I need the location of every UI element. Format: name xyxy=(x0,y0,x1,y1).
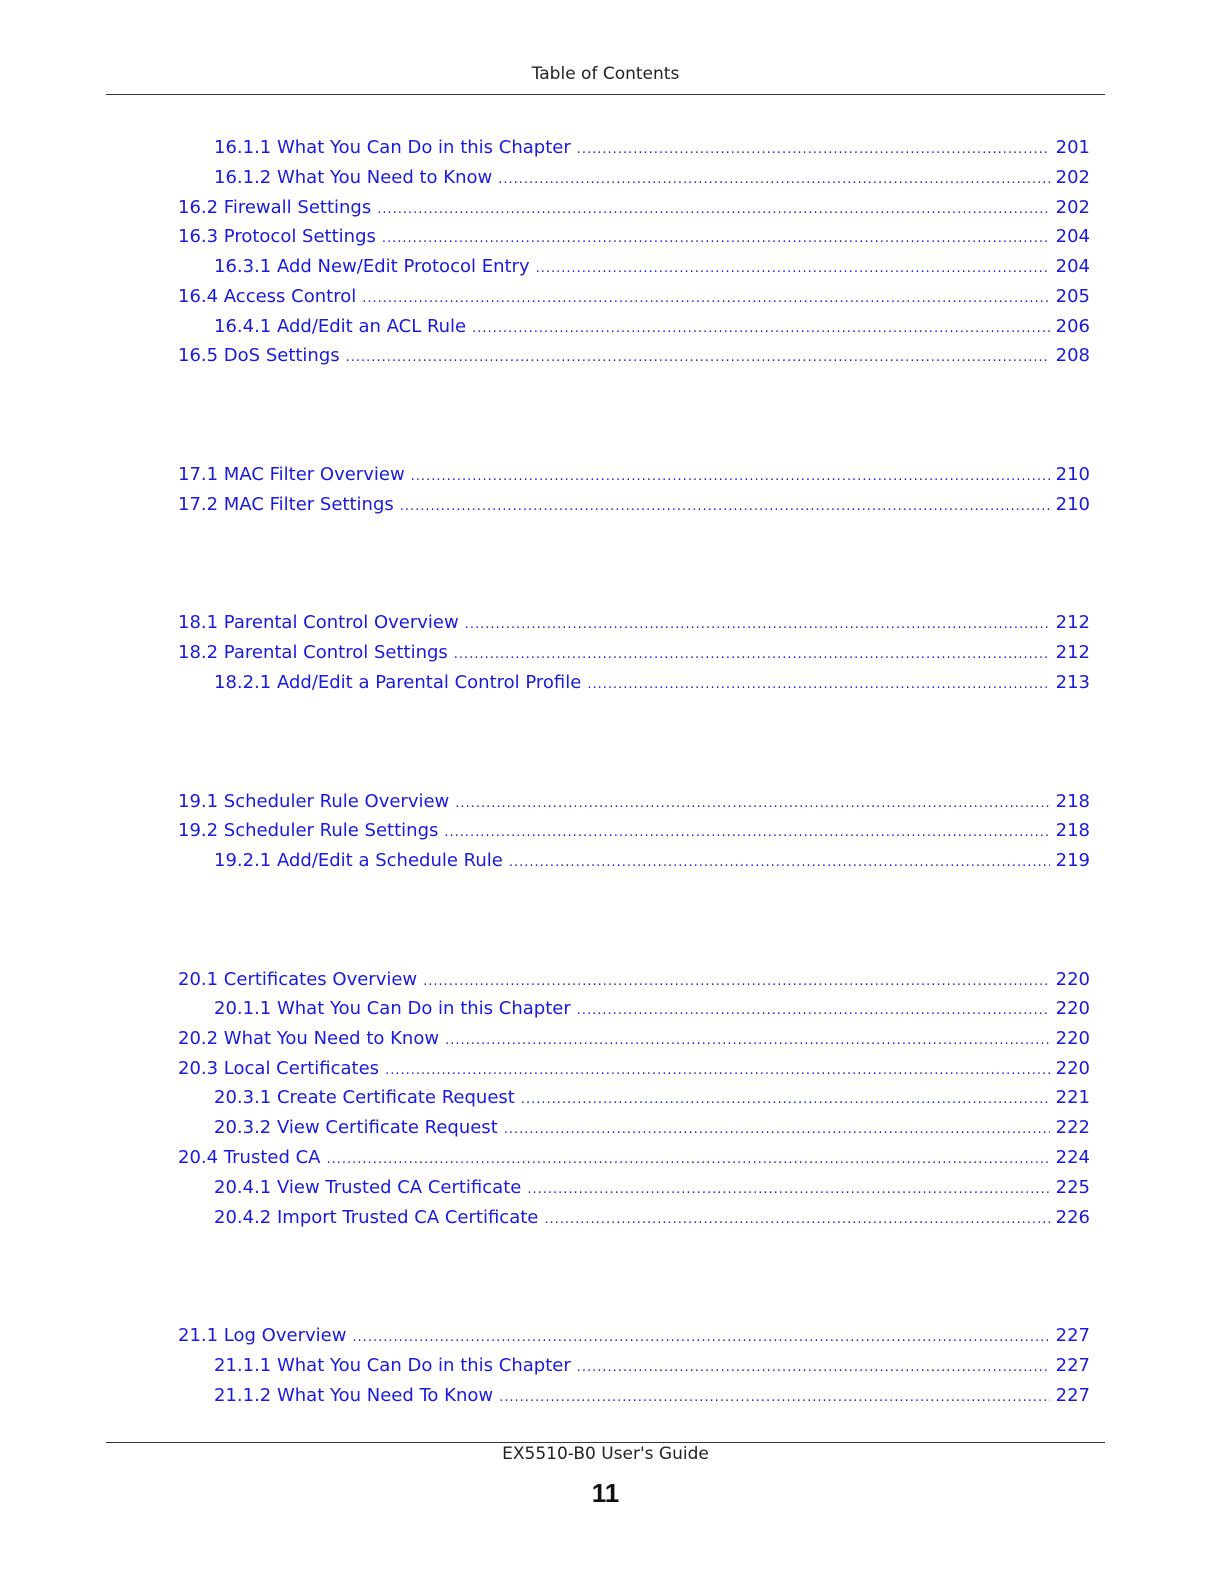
toc-entry-page: 222 xyxy=(1055,1117,1090,1138)
toc-entry[interactable] xyxy=(214,1115,1090,1141)
toc-entry-label: 19.2 Scheduler Rule Settings xyxy=(178,820,439,841)
toc-entry[interactable] xyxy=(214,1175,1090,1201)
toc-entry-label: 20.2 What You Need to Know xyxy=(178,1028,440,1049)
toc-entry-label: 16.2 Firewall Settings xyxy=(178,197,372,218)
toc-entry-label: 19.2.1 Add/Edit a Schedule Rule xyxy=(214,850,503,871)
toc-entry-page: 218 xyxy=(1055,791,1090,812)
toc-entry-label: 21.1.1 What You Can Do in this Chapter xyxy=(214,1355,571,1376)
toc-entry[interactable] xyxy=(178,967,1090,993)
toc-entry-page: 220 xyxy=(1055,969,1090,990)
toc-entry[interactable] xyxy=(214,314,1090,340)
toc-leader-dots xyxy=(455,791,1049,817)
toc-entry-label: 17.2 MAC Filter Settings xyxy=(178,494,394,515)
toc-entry[interactable] xyxy=(214,1205,1090,1231)
toc-entry[interactable] xyxy=(178,343,1090,369)
toc-leader-dots xyxy=(577,1355,1050,1381)
toc-leader-dots xyxy=(382,226,1050,252)
toc-leader-dots xyxy=(536,256,1050,282)
toc-entry-label: 18.2 Parental Control Settings xyxy=(178,642,448,663)
toc-entry[interactable] xyxy=(178,789,1090,815)
toc-entry-page: 212 xyxy=(1055,612,1090,633)
toc-entry[interactable] xyxy=(178,1056,1090,1082)
toc-leader-dots xyxy=(362,286,1049,312)
toc-leader-dots xyxy=(498,167,1049,193)
toc-entry-label: 16.1.1 What You Can Do in this Chapter xyxy=(214,137,571,158)
toc-entry-label: 16.3 Protocol Settings xyxy=(178,226,376,247)
toc-entry[interactable] xyxy=(178,818,1090,844)
toc-entry-page: 227 xyxy=(1055,1355,1090,1376)
toc-entry-page: 224 xyxy=(1055,1147,1090,1168)
toc-leader-dots xyxy=(587,672,1049,698)
toc-entry-page: 210 xyxy=(1055,464,1090,485)
page-number: 11 xyxy=(591,1478,620,1508)
toc-entry[interactable] xyxy=(178,1145,1090,1171)
toc-entry-page: 218 xyxy=(1055,820,1090,841)
toc-entry[interactable] xyxy=(178,640,1090,666)
toc-leader-dots xyxy=(465,612,1050,638)
toc-leader-dots xyxy=(377,197,1049,223)
toc-entry[interactable] xyxy=(178,462,1090,488)
toc-entry[interactable] xyxy=(214,1383,1090,1409)
toc-leader-dots xyxy=(327,1147,1050,1173)
toc-entry-label: 17.1 MAC Filter Overview xyxy=(178,464,405,485)
toc-leader-dots xyxy=(472,316,1050,342)
toc-entry-page: 210 xyxy=(1055,494,1090,515)
toc-entry-page: 225 xyxy=(1055,1177,1090,1198)
toc-entry-page: 204 xyxy=(1055,226,1090,247)
toc-entry[interactable] xyxy=(214,135,1090,161)
toc-leader-dots xyxy=(400,494,1050,520)
toc-leader-dots xyxy=(445,1028,1050,1054)
toc-entry-label: 16.3.1 Add New/Edit Protocol Entry xyxy=(214,256,530,277)
toc-entry-page: 208 xyxy=(1055,345,1090,366)
toc-leader-dots xyxy=(499,1385,1050,1411)
toc-entry-page: 219 xyxy=(1055,850,1090,871)
toc-leader-dots xyxy=(504,1117,1050,1143)
toc-entry[interactable] xyxy=(214,848,1090,874)
toc-entry[interactable] xyxy=(214,1353,1090,1379)
toc-entry-label: 20.3 Local Certificates xyxy=(178,1058,380,1079)
toc-entry[interactable] xyxy=(178,1323,1090,1349)
toc-entry-page: 206 xyxy=(1055,316,1090,337)
toc-entry-label: 16.4 Access Control xyxy=(178,286,357,307)
toc-leader-dots xyxy=(423,969,1049,995)
toc-entry-page: 227 xyxy=(1055,1325,1090,1346)
toc-entry-label: 20.4 Trusted CA xyxy=(178,1147,321,1168)
toc-entry-label: 20.3.2 View Certificate Request xyxy=(214,1117,498,1138)
toc-leader-dots xyxy=(454,642,1050,668)
toc-entry[interactable] xyxy=(214,996,1090,1022)
toc-entry[interactable] xyxy=(214,254,1090,280)
page-footer: EX5510-B0 User's Guide xyxy=(502,1444,709,1464)
toc-entry-label: 16.4.1 Add/Edit an ACL Rule xyxy=(214,316,467,337)
toc-entry-page: 204 xyxy=(1055,256,1090,277)
toc-entry-label: 16.5 DoS Settings xyxy=(178,345,340,366)
toc-entry-page: 220 xyxy=(1055,1058,1090,1079)
toc-entry-label: 20.1.1 What You Can Do in this Chapter xyxy=(214,998,571,1019)
toc-entry-page: 201 xyxy=(1055,137,1090,158)
toc-leader-dots xyxy=(346,345,1050,371)
toc-entry-page: 221 xyxy=(1055,1087,1090,1108)
toc-leader-dots xyxy=(577,998,1050,1024)
toc-entry-label: 18.2.1 Add/Edit a Parental Control Profile xyxy=(214,672,582,693)
toc-entry[interactable] xyxy=(178,195,1090,221)
toc-entry[interactable] xyxy=(214,670,1090,696)
toc-entry[interactable] xyxy=(178,610,1090,636)
toc-entry-page: 226 xyxy=(1055,1207,1090,1228)
toc-entry-page: 205 xyxy=(1055,286,1090,307)
toc-entry-label: 20.4.2 Import Trusted CA Certificate xyxy=(214,1207,539,1228)
page-header: Table of Contents xyxy=(531,64,680,84)
toc-entry[interactable] xyxy=(214,165,1090,191)
header-rule xyxy=(106,94,1105,95)
toc-entry[interactable] xyxy=(178,1026,1090,1052)
toc-leader-dots xyxy=(385,1058,1050,1084)
toc-leader-dots xyxy=(509,850,1050,876)
toc-entry-label: 20.3.1 Create Certificate Request xyxy=(214,1087,515,1108)
toc-entry-page: 213 xyxy=(1055,672,1090,693)
toc-entry-page: 212 xyxy=(1055,642,1090,663)
toc-entry-label: 18.1 Parental Control Overview xyxy=(178,612,459,633)
toc-entry[interactable] xyxy=(178,492,1090,518)
toc-entry[interactable] xyxy=(178,224,1090,250)
toc-entry-page: 202 xyxy=(1055,197,1090,218)
toc-entry-label: 19.1 Scheduler Rule Overview xyxy=(178,791,450,812)
toc-entry-label: 20.1 Certificates Overview xyxy=(178,969,418,990)
toc-entry-label: 20.4.1 View Trusted CA Certificate xyxy=(214,1177,522,1198)
toc-leader-dots xyxy=(521,1087,1050,1113)
toc-leader-dots xyxy=(444,820,1049,846)
toc-leader-dots xyxy=(577,137,1050,163)
toc-leader-dots xyxy=(544,1207,1049,1233)
toc-entry-page: 220 xyxy=(1055,998,1090,1019)
toc-leader-dots xyxy=(411,464,1050,490)
toc-entry-page: 220 xyxy=(1055,1028,1090,1049)
footer-rule xyxy=(106,1442,1105,1443)
toc-leader-dots xyxy=(352,1325,1049,1351)
toc-entry-label: 21.1.2 What You Need To Know xyxy=(214,1385,494,1406)
toc-leader-dots xyxy=(527,1177,1049,1203)
toc-entry-label: 16.1.2 What You Need to Know xyxy=(214,167,493,188)
toc-entry[interactable] xyxy=(178,284,1090,310)
toc-entry-page: 202 xyxy=(1055,167,1090,188)
toc-entry[interactable] xyxy=(214,1085,1090,1111)
toc-entry-page: 227 xyxy=(1055,1385,1090,1406)
toc-entry-label: 21.1 Log Overview xyxy=(178,1325,347,1346)
